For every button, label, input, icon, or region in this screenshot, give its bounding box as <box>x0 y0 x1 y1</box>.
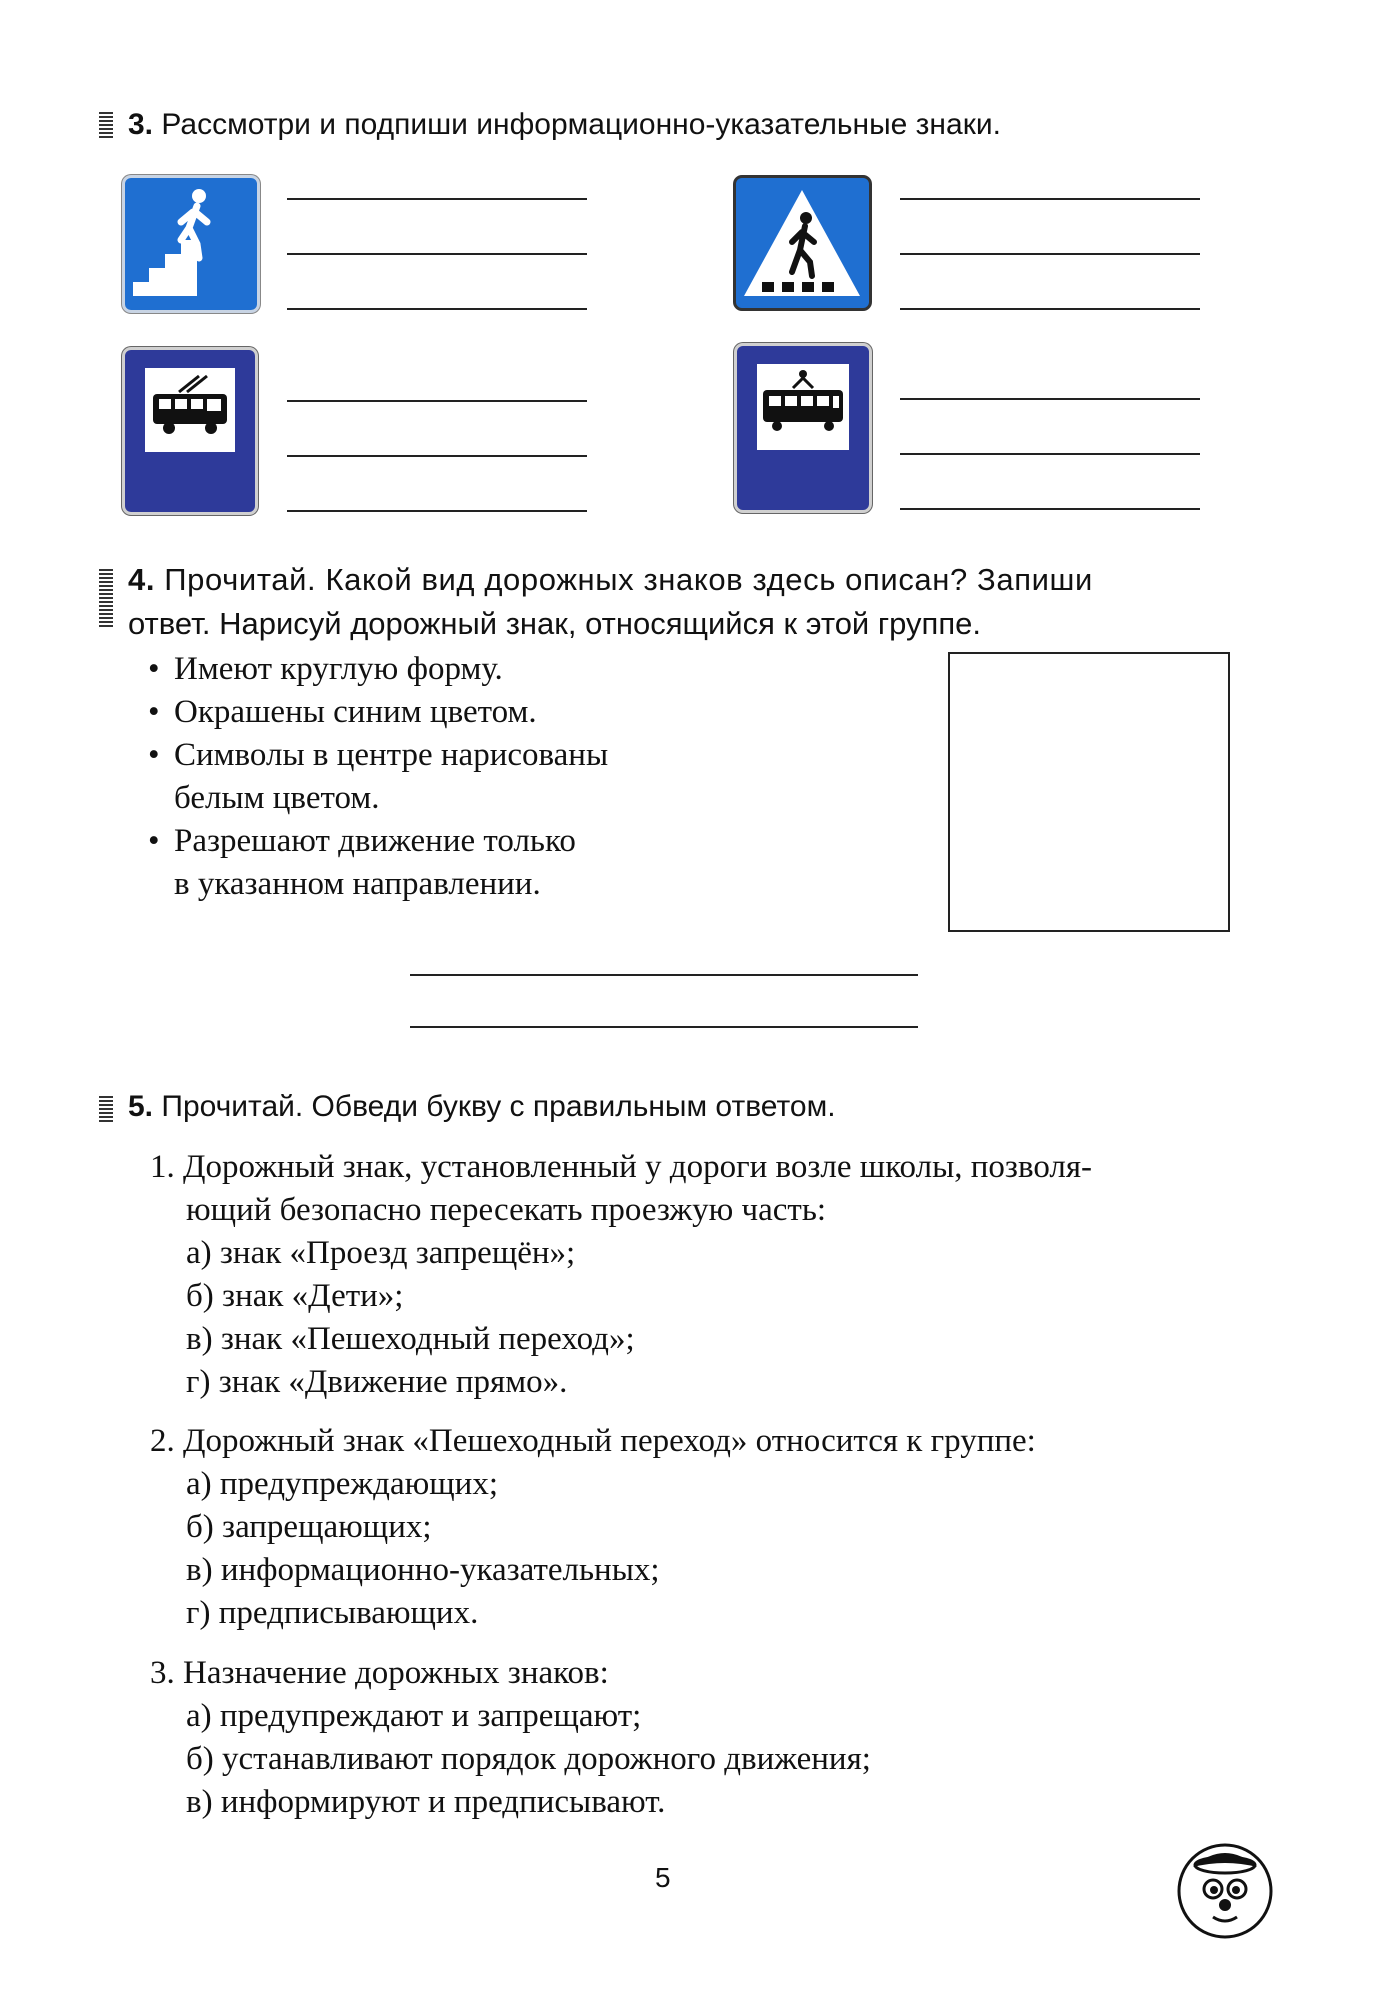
pedestrian-crossing-sign-icon <box>733 175 872 311</box>
question-stem: 3. Назначение дорожных знаков: <box>150 1655 609 1691</box>
answer-line[interactable] <box>410 974 918 976</box>
task3-text: Рассмотри и подпиши информационно-указательные знаки. <box>161 108 1001 141</box>
answer-option[interactable]: б) запрещающих; <box>186 1509 432 1545</box>
answer-line[interactable] <box>900 198 1200 200</box>
bullet-item: • Разрешают движение только в указанном направлении. <box>140 820 608 906</box>
answer-line[interactable] <box>287 455 587 457</box>
task4-title-line2 <box>128 606 981 642</box>
question-1 <box>150 1146 1240 1404</box>
question-2 <box>150 1420 1240 1635</box>
question-stem: 1. Дорожный знак, установленный у дороги возле школы, позволя- <box>150 1149 1093 1185</box>
task5-title <box>128 1090 836 1124</box>
answer-line[interactable] <box>287 400 587 402</box>
answer-option[interactable]: в) информируют и предписывают. <box>186 1784 666 1820</box>
task4-title-line1 <box>128 562 1093 598</box>
task3-title <box>128 108 1001 142</box>
task4-marker <box>99 569 113 629</box>
task5-text: Прочитай. Обведи букву с правильным ответом. <box>161 1090 836 1123</box>
trolleybus-stop-sign-icon <box>122 347 258 515</box>
answer-line[interactable] <box>287 198 587 200</box>
task4-text-line1: Прочитай. Какой вид дорожных знаков здесь описан? Запиши <box>164 562 1093 597</box>
answer-option[interactable]: б) знак «Дети»; <box>186 1278 404 1314</box>
answer-line[interactable] <box>900 508 1200 510</box>
drawing-box[interactable] <box>948 652 1230 932</box>
answer-option[interactable]: а) предупреждают и запрещают; <box>186 1698 642 1734</box>
answer-option[interactable]: а) предупреждающих; <box>186 1466 498 1502</box>
question-3 <box>150 1652 1240 1824</box>
underground-crossing-sign-icon <box>122 175 260 313</box>
page-number: 5 <box>655 1862 671 1893</box>
answer-line[interactable] <box>287 253 587 255</box>
answer-line[interactable] <box>287 308 587 310</box>
task5-marker <box>99 1096 113 1124</box>
task3-number: 3. <box>128 108 154 141</box>
mascot-face-icon <box>1173 1837 1277 1946</box>
answer-line[interactable] <box>900 398 1200 400</box>
answer-line[interactable] <box>900 253 1200 255</box>
bullet-item: • Символы в центре нарисованы белым цветом. <box>140 734 608 820</box>
answer-line[interactable] <box>900 453 1200 455</box>
answer-option[interactable]: в) знак «Пешеходный переход»; <box>186 1321 635 1357</box>
task4-bullet-list <box>140 648 608 906</box>
answer-line[interactable] <box>900 308 1200 310</box>
answer-line[interactable] <box>287 510 587 512</box>
answer-option[interactable]: г) предписывающих. <box>186 1595 479 1631</box>
bullet-item: • Окрашены синим цветом. <box>140 691 608 734</box>
answer-option[interactable]: в) информационно-указательных; <box>186 1552 660 1588</box>
task5-number: 5. <box>128 1090 154 1123</box>
tram-stop-sign-icon <box>734 343 872 513</box>
task4-number: 4. <box>128 562 156 597</box>
answer-option[interactable]: б) устанавливают порядок дорожного движения; <box>186 1741 871 1777</box>
task3-marker <box>99 112 113 140</box>
answer-line[interactable] <box>410 1026 918 1028</box>
question-stem-cont: ющий безопасно пересекать проезжую часть: <box>186 1192 827 1228</box>
bullet-item: • Имеют круглую форму. <box>140 648 608 691</box>
question-stem: 2. Дорожный знак «Пешеходный переход» относится к группе: <box>150 1423 1036 1459</box>
answer-option[interactable]: а) знак «Проезд запрещён»; <box>186 1235 576 1271</box>
task4-text-line2: ответ. Нарисуй дорожный знак, относящийся к этой группе. <box>128 606 981 641</box>
answer-option[interactable]: г) знак «Движение прямо». <box>186 1364 568 1400</box>
